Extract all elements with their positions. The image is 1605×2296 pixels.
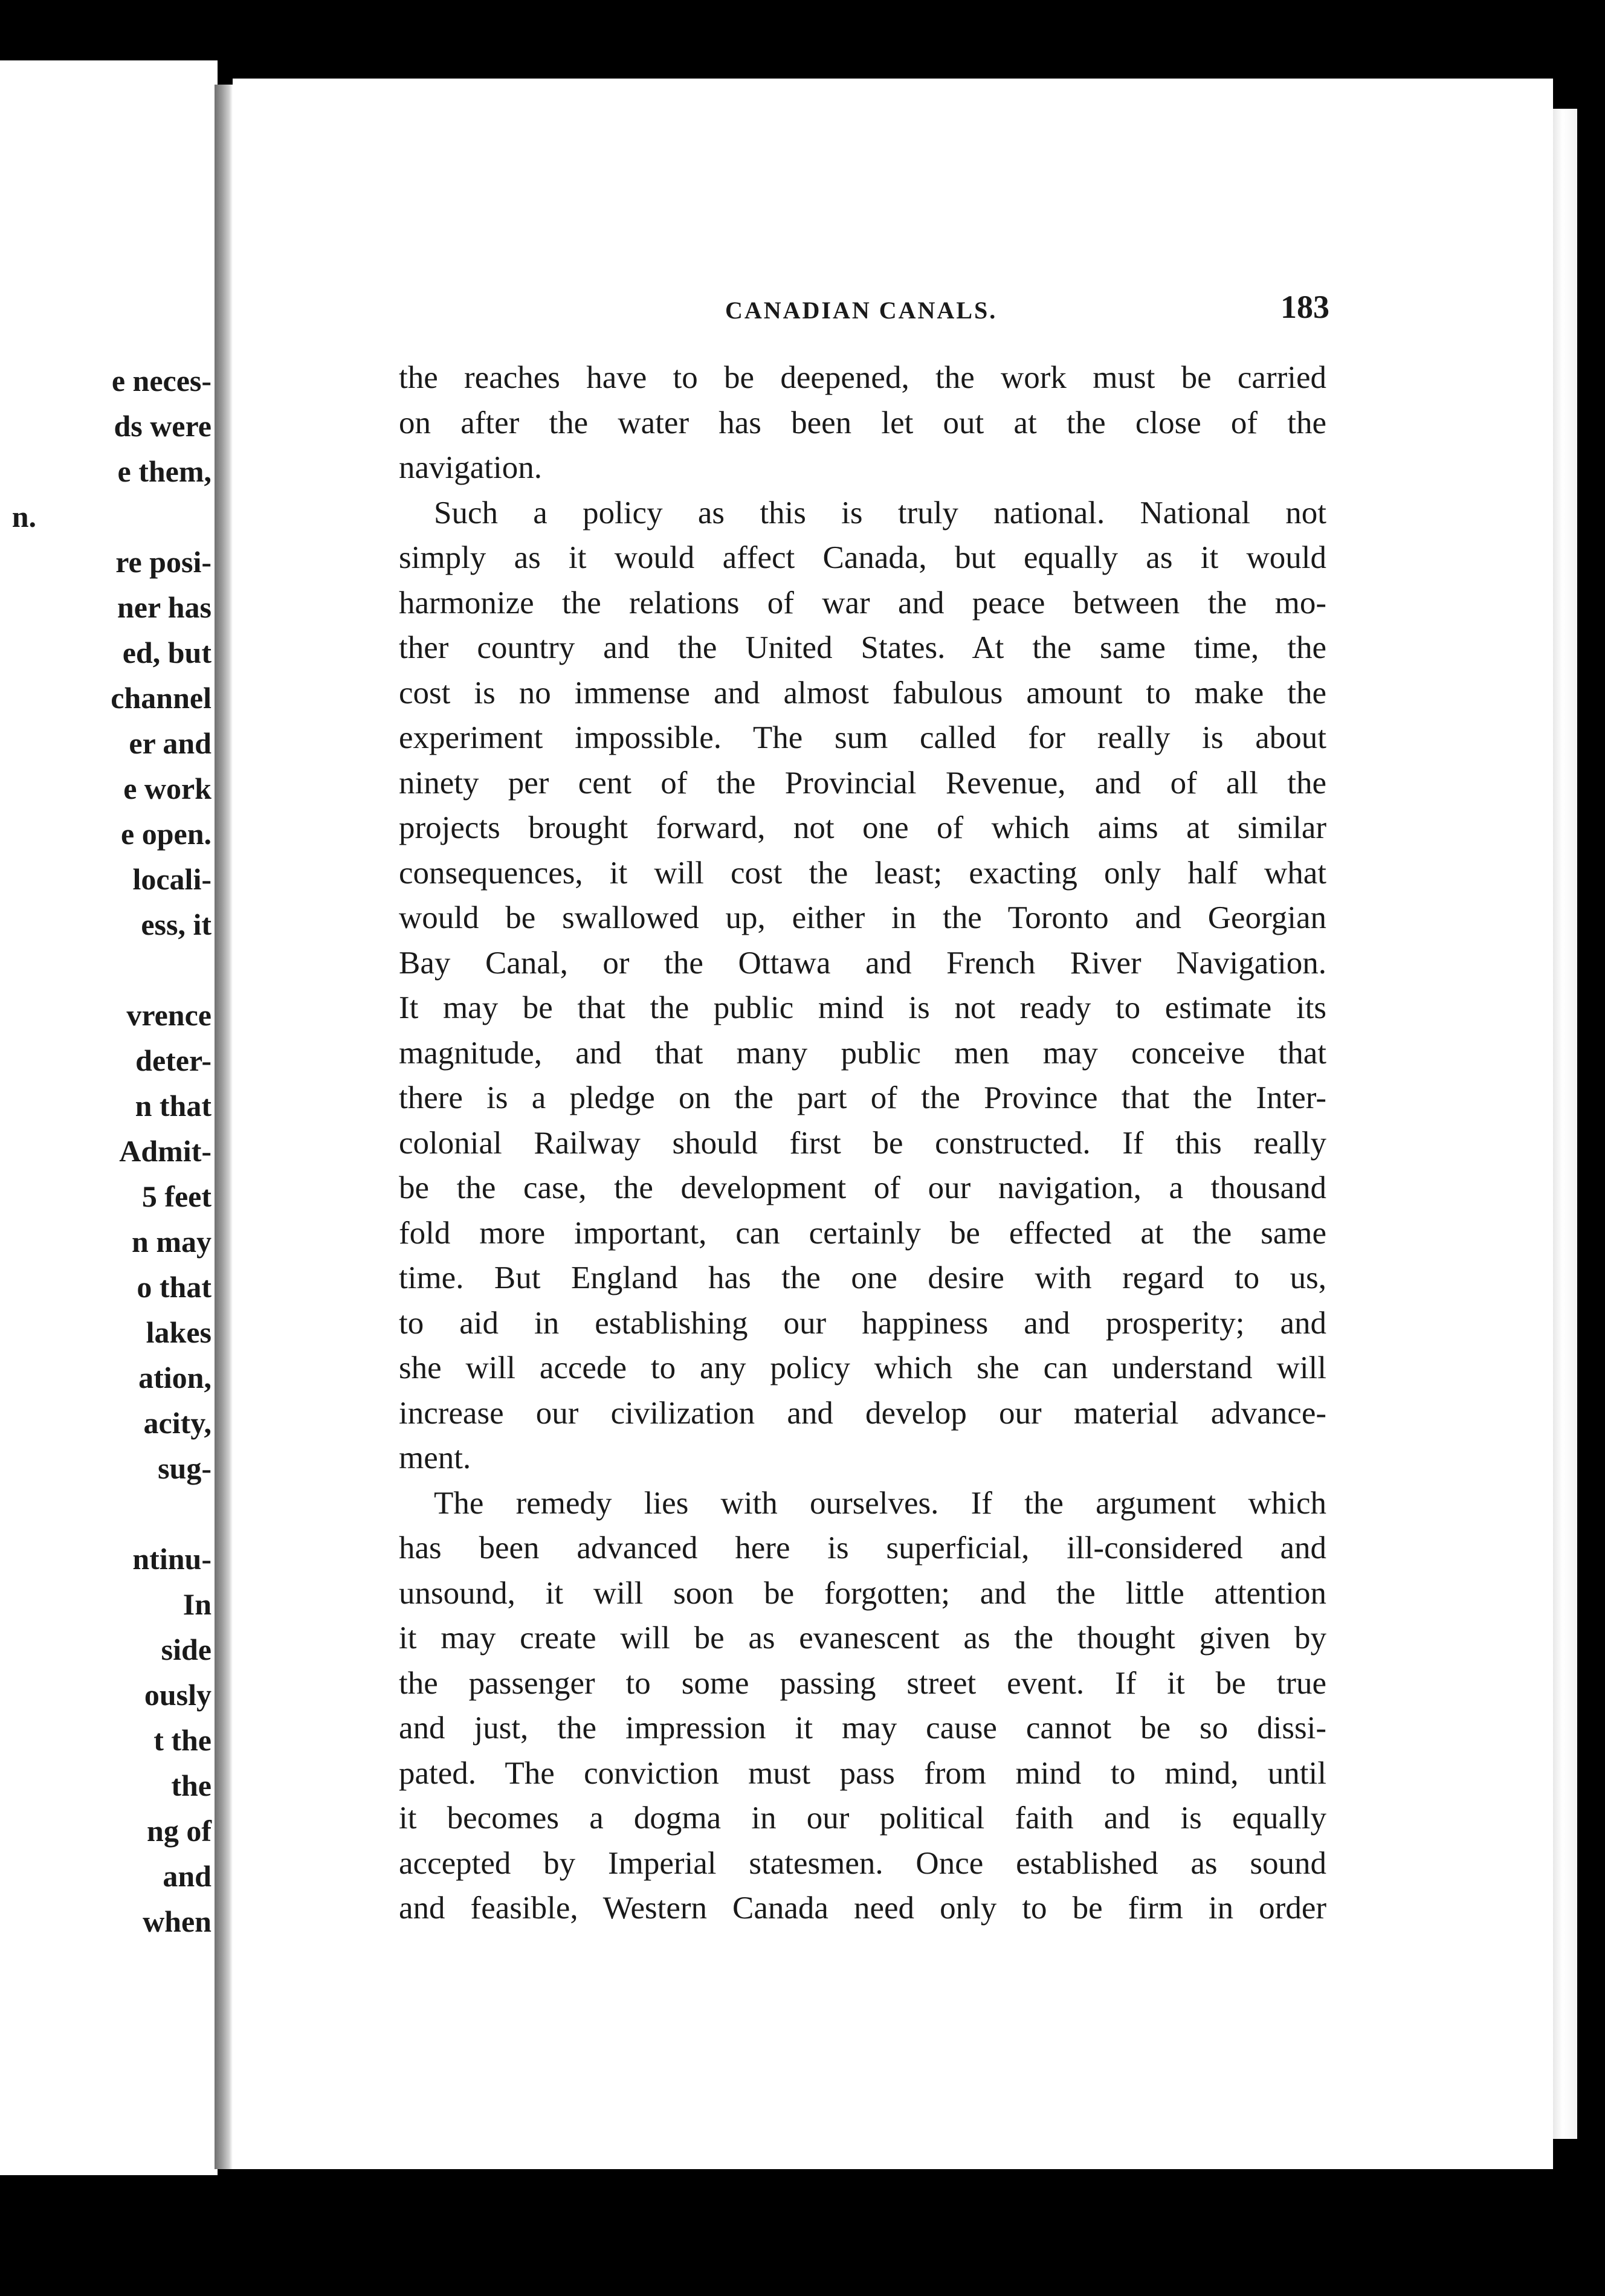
text-line: on after the water has been let out at the close of the (399, 405, 1326, 440)
text-line: it becomes a dogma in our political faith and is equally (399, 1801, 1326, 1836)
book-gutter (215, 85, 233, 2169)
text-line: ther country and the United States. At the same time, the (399, 630, 1326, 665)
text-line: would be swallowed up, either in the Toronto and Georgian (399, 900, 1326, 935)
facing-page-line: sug- (158, 1451, 212, 1485)
facing-page-line: ner has (117, 590, 212, 624)
facing-page-line: ess, it (141, 908, 212, 941)
facing-page-line: ntinu- (132, 1542, 212, 1576)
page-number: 183 (1280, 289, 1329, 325)
text-line: simply as it would affect Canada, but equally as it would (399, 540, 1326, 575)
facing-page-line: side (161, 1633, 212, 1666)
facing-page-line: lakes (146, 1315, 212, 1349)
text-line: pated. The conviction must pass from mind to mind, until (399, 1755, 1326, 1791)
facing-page-line: t the (153, 1723, 212, 1757)
text-line: Such a policy as this is truly national. National not (434, 495, 1326, 530)
page-edge (1553, 109, 1577, 2139)
facing-page-line: channel (111, 681, 212, 715)
facing-page-line: n that (135, 1089, 212, 1123)
text-line: accepted by Imperial statesmen. Once established as sound (399, 1845, 1326, 1881)
text-line: projects brought forward, not one of which aims at similar (399, 810, 1326, 845)
facing-page-line: the (171, 1769, 212, 1802)
facing-page-fragment (0, 60, 218, 2175)
facing-page-line: ously (144, 1678, 212, 1712)
facing-page-line: n. (11, 500, 36, 534)
text-line: harmonize the relations of war and peace between the mo- (399, 585, 1326, 621)
text-line: cost is no immense and almost fabulous amount to make the (399, 675, 1326, 711)
facing-page-line: ds were (114, 409, 212, 443)
running-head: CANADIAN CANALS. (725, 297, 998, 324)
facing-page-line: e open. (121, 817, 212, 851)
facing-page-line: acity, (143, 1406, 212, 1440)
text-line: experiment impossible. The sum called for really is about (399, 720, 1326, 755)
body-text (399, 355, 1326, 1931)
text-line: time. But England has the one desire with regard to us, (399, 1260, 1326, 1295)
text-line: colonial Railway should first be constructed. If this really (399, 1125, 1326, 1161)
text-line: consequences, it will cost the least; exacting only half what (399, 855, 1326, 891)
facing-page-line: e them, (117, 454, 212, 488)
facing-page-line: In (182, 1587, 212, 1621)
text-line: fold more important, can certainly be effected at the same (399, 1215, 1326, 1251)
text-line: she will accede to any policy which she can understand will (399, 1350, 1326, 1385)
facing-page-line: Admit- (119, 1134, 212, 1168)
facing-page-line: ng of (147, 1814, 212, 1848)
text-line: the passenger to some passing street event. If it be true (399, 1665, 1326, 1701)
text-line: the reaches have to be deepened, the work must be carried (399, 360, 1326, 395)
text-line: and feasible, Western Canada need only to be firm in order (399, 1891, 1326, 1926)
text-line: ninety per cent of the Provincial Revenue, and of all the (399, 765, 1326, 801)
facing-page-line: re posi- (115, 545, 212, 579)
text-line: increase our civilization and develop our material advance- (399, 1395, 1326, 1431)
text-line: and just, the impression it may cause cannot be so dissi- (399, 1711, 1326, 1746)
text-line: ment. (399, 1440, 471, 1475)
facing-page-line: n may (132, 1225, 212, 1259)
text-line: unsound, it will soon be forgotten; and the little attention (399, 1575, 1326, 1611)
facing-page-line: e work (123, 772, 212, 805)
text-line: has been advanced here is superficial, ill-considered and (399, 1530, 1326, 1566)
text-line: to aid in establishing our happiness and prosperity; and (399, 1305, 1326, 1341)
facing-page-line: vrence (126, 998, 212, 1032)
text-line: The remedy lies with ourselves. If the argument which (434, 1485, 1326, 1521)
text-line: It may be that the public mind is not ready to estimate its (399, 990, 1326, 1025)
facing-page-line: ed, but (122, 636, 212, 669)
facing-page-line: when (143, 1904, 212, 1938)
facing-page-line: o that (137, 1270, 212, 1304)
facing-page-line: and (163, 1859, 212, 1893)
text-line: there is a pledge on the part of the Province that the Inter- (399, 1080, 1326, 1115)
facing-page-line: 5 feet (141, 1179, 212, 1213)
text-line: be the case, the development of our navigation, a thousand (399, 1170, 1326, 1205)
facing-page-line: locali- (132, 862, 212, 896)
facing-page-line: e neces- (111, 364, 212, 398)
text-line: magnitude, and that many public men may conceive that (399, 1035, 1326, 1071)
text-line: navigation. (399, 450, 542, 485)
facing-page-line: ation, (138, 1361, 212, 1395)
text-line: Bay Canal, or the Ottawa and French River Navigation. (399, 945, 1326, 981)
facing-page-line: er and (129, 726, 212, 760)
text-line: it may create will be as evanescent as the thought given by (399, 1620, 1326, 1656)
facing-page-line: deter- (135, 1043, 212, 1077)
